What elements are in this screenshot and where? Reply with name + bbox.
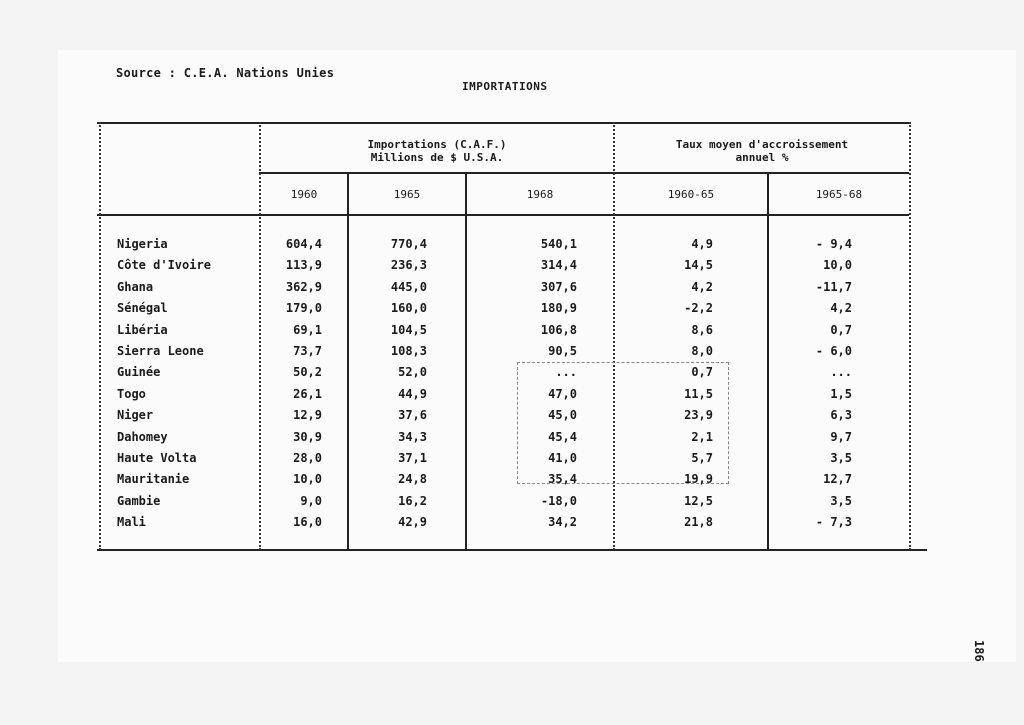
rate-1965-68-cell: 1,5 bbox=[830, 386, 852, 401]
country-cell: Guinée bbox=[117, 365, 161, 380]
rate-1965-68-cell: ... bbox=[830, 365, 852, 380]
rate-1960-65-cell: 4,9 bbox=[691, 237, 713, 251]
country-cell: Mauritanie bbox=[117, 472, 190, 487]
value-1965-cell: 236,3 bbox=[390, 258, 427, 273]
source-caption: Source : C.E.A. Nations Unies bbox=[116, 66, 335, 80]
rate-1960-65-cell: 21,8 bbox=[684, 515, 713, 530]
value-1960-cell: 179,0 bbox=[285, 301, 322, 316]
value-1960-cell: 69,1 bbox=[293, 322, 322, 337]
group-header-rule bbox=[259, 172, 909, 174]
table-row bbox=[97, 342, 927, 363]
rate-1965-68-cell: - 6,0 bbox=[815, 344, 852, 358]
value-1965-cell: 44,9 bbox=[398, 386, 427, 401]
value-1965-cell: 37,6 bbox=[398, 408, 427, 423]
value-1968-cell: 45,0 bbox=[548, 408, 577, 423]
rate-1965-68-cell: 10,0 bbox=[823, 258, 852, 273]
rate-group-line1: Taux moyen d'accroissement bbox=[675, 138, 849, 151]
rate-1960-65-cell: 2,1 bbox=[691, 429, 713, 444]
col-header-1960-65: 1960-65 bbox=[667, 188, 715, 201]
rate-1960-65-cell: 8,0 bbox=[691, 344, 713, 358]
table-row bbox=[97, 299, 927, 320]
table-title: IMPORTATIONS bbox=[462, 80, 548, 93]
value-1960-cell: 604,4 bbox=[285, 237, 322, 251]
imports-group-header bbox=[262, 138, 612, 164]
rate-1965-68-cell: 9,7 bbox=[830, 429, 852, 444]
table-row bbox=[97, 256, 927, 277]
country-cell: Mali bbox=[117, 515, 146, 530]
value-1968-cell: 106,8 bbox=[540, 322, 577, 337]
value-1968-cell: 180,9 bbox=[540, 301, 577, 316]
table-row bbox=[97, 363, 927, 384]
value-1968-cell: -18,0 bbox=[540, 493, 577, 508]
col-header-1965-68: 1965-68 bbox=[815, 188, 863, 201]
country-cell: Gambie bbox=[117, 493, 161, 508]
value-1965-cell: 42,9 bbox=[398, 515, 427, 530]
rate-1965-68-cell: - 9,4 bbox=[815, 237, 852, 251]
value-1968-cell: 314,4 bbox=[540, 258, 577, 273]
value-1960-cell: 9,0 bbox=[300, 493, 322, 508]
value-1968-cell: 41,0 bbox=[548, 451, 577, 465]
rate-1960-65-cell: 8,6 bbox=[691, 322, 713, 337]
value-1960-cell: 12,9 bbox=[293, 408, 322, 423]
value-1965-cell: 108,3 bbox=[390, 344, 427, 358]
table-bottom-rule bbox=[97, 549, 927, 551]
country-cell: Niger bbox=[117, 408, 154, 423]
value-1965-cell: 52,0 bbox=[398, 365, 427, 380]
table-row bbox=[97, 278, 927, 299]
country-cell: Côte d'Ivoire bbox=[117, 258, 211, 273]
table-row bbox=[97, 492, 927, 513]
value-1960-cell: 26,1 bbox=[293, 386, 322, 401]
rate-1960-65-cell: -2,2 bbox=[684, 301, 713, 316]
value-1968-cell: 90,5 bbox=[548, 344, 577, 358]
country-cell: Dahomey bbox=[117, 429, 168, 444]
value-1968-cell: 45,4 bbox=[548, 429, 577, 444]
country-cell: Ghana bbox=[117, 279, 154, 294]
country-cell: Sénégal bbox=[117, 301, 168, 316]
table-row bbox=[97, 235, 927, 256]
value-1968-cell: ... bbox=[555, 365, 577, 380]
value-1960-cell: 30,9 bbox=[293, 429, 322, 444]
value-1965-cell: 16,2 bbox=[398, 493, 427, 508]
value-1965-cell: 104,5 bbox=[390, 322, 427, 337]
table-row bbox=[97, 513, 927, 534]
country-cell: Libéria bbox=[117, 322, 168, 337]
rate-group-header bbox=[617, 138, 907, 164]
rate-1965-68-cell: 3,5 bbox=[830, 451, 852, 465]
rate-1960-65-cell: 12,5 bbox=[684, 493, 713, 508]
value-1960-cell: 28,0 bbox=[293, 451, 322, 465]
value-1965-cell: 24,8 bbox=[398, 472, 427, 487]
value-1968-cell: 47,0 bbox=[548, 386, 577, 401]
value-1965-cell: 160,0 bbox=[390, 301, 427, 316]
col-header-1965: 1965 bbox=[393, 188, 421, 201]
rate-1965-68-cell: 4,2 bbox=[830, 301, 852, 316]
value-1965-cell: 770,4 bbox=[390, 237, 427, 251]
rate-1960-65-cell: 0,7 bbox=[691, 365, 713, 380]
country-cell: Togo bbox=[117, 386, 146, 401]
value-1965-cell: 37,1 bbox=[398, 451, 427, 465]
column-header-rule bbox=[97, 214, 909, 216]
imports-group-line1: Importations (C.A.F.) bbox=[367, 138, 507, 151]
country-cell: Nigeria bbox=[117, 237, 168, 251]
table-row bbox=[97, 385, 927, 406]
page-number: 186 bbox=[972, 640, 986, 662]
country-cell: Sierra Leone bbox=[117, 344, 204, 358]
rate-1965-68-cell: 6,3 bbox=[830, 408, 852, 423]
value-1960-cell: 362,9 bbox=[285, 279, 322, 294]
table-row bbox=[97, 428, 927, 449]
value-1968-cell: 34,2 bbox=[548, 515, 577, 530]
value-1965-cell: 34,3 bbox=[398, 429, 427, 444]
rate-1965-68-cell: -11,7 bbox=[815, 279, 852, 294]
rate-1965-68-cell: 0,7 bbox=[830, 322, 852, 337]
rate-1965-68-cell: 12,7 bbox=[823, 472, 852, 487]
value-1960-cell: 16,0 bbox=[293, 515, 322, 530]
value-1968-cell: 35,4 bbox=[548, 472, 577, 487]
col-header-1968: 1968 bbox=[526, 188, 554, 201]
imports-group-line2: Millions de $ U.S.A. bbox=[370, 151, 504, 164]
value-1960-cell: 73,7 bbox=[293, 344, 322, 358]
col-header-1960: 1960 bbox=[290, 188, 318, 201]
rate-1960-65-cell: 11,5 bbox=[684, 386, 713, 401]
rate-1965-68-cell: 3,5 bbox=[830, 493, 852, 508]
rate-group-line2: annuel % bbox=[735, 151, 789, 164]
value-1968-cell: 540,1 bbox=[540, 237, 577, 251]
rate-1960-65-cell: 14,5 bbox=[684, 258, 713, 273]
value-1968-cell: 307,6 bbox=[540, 279, 577, 294]
rate-1960-65-cell: 4,2 bbox=[691, 279, 713, 294]
table-row bbox=[97, 449, 927, 470]
table-row bbox=[97, 321, 927, 342]
value-1960-cell: 113,9 bbox=[285, 258, 322, 273]
imports-table bbox=[97, 122, 927, 552]
table-row bbox=[97, 406, 927, 427]
rate-1965-68-cell: - 7,3 bbox=[815, 515, 852, 530]
table-row bbox=[97, 470, 927, 491]
rate-1960-65-cell: 5,7 bbox=[691, 451, 713, 465]
rate-1960-65-cell: 23,9 bbox=[684, 408, 713, 423]
table-top-rule bbox=[97, 122, 909, 124]
value-1965-cell: 445,0 bbox=[390, 279, 427, 294]
value-1960-cell: 10,0 bbox=[293, 472, 322, 487]
country-cell: Haute Volta bbox=[117, 451, 197, 465]
rate-1960-65-cell: 19,9 bbox=[684, 472, 713, 487]
value-1960-cell: 50,2 bbox=[293, 365, 322, 380]
